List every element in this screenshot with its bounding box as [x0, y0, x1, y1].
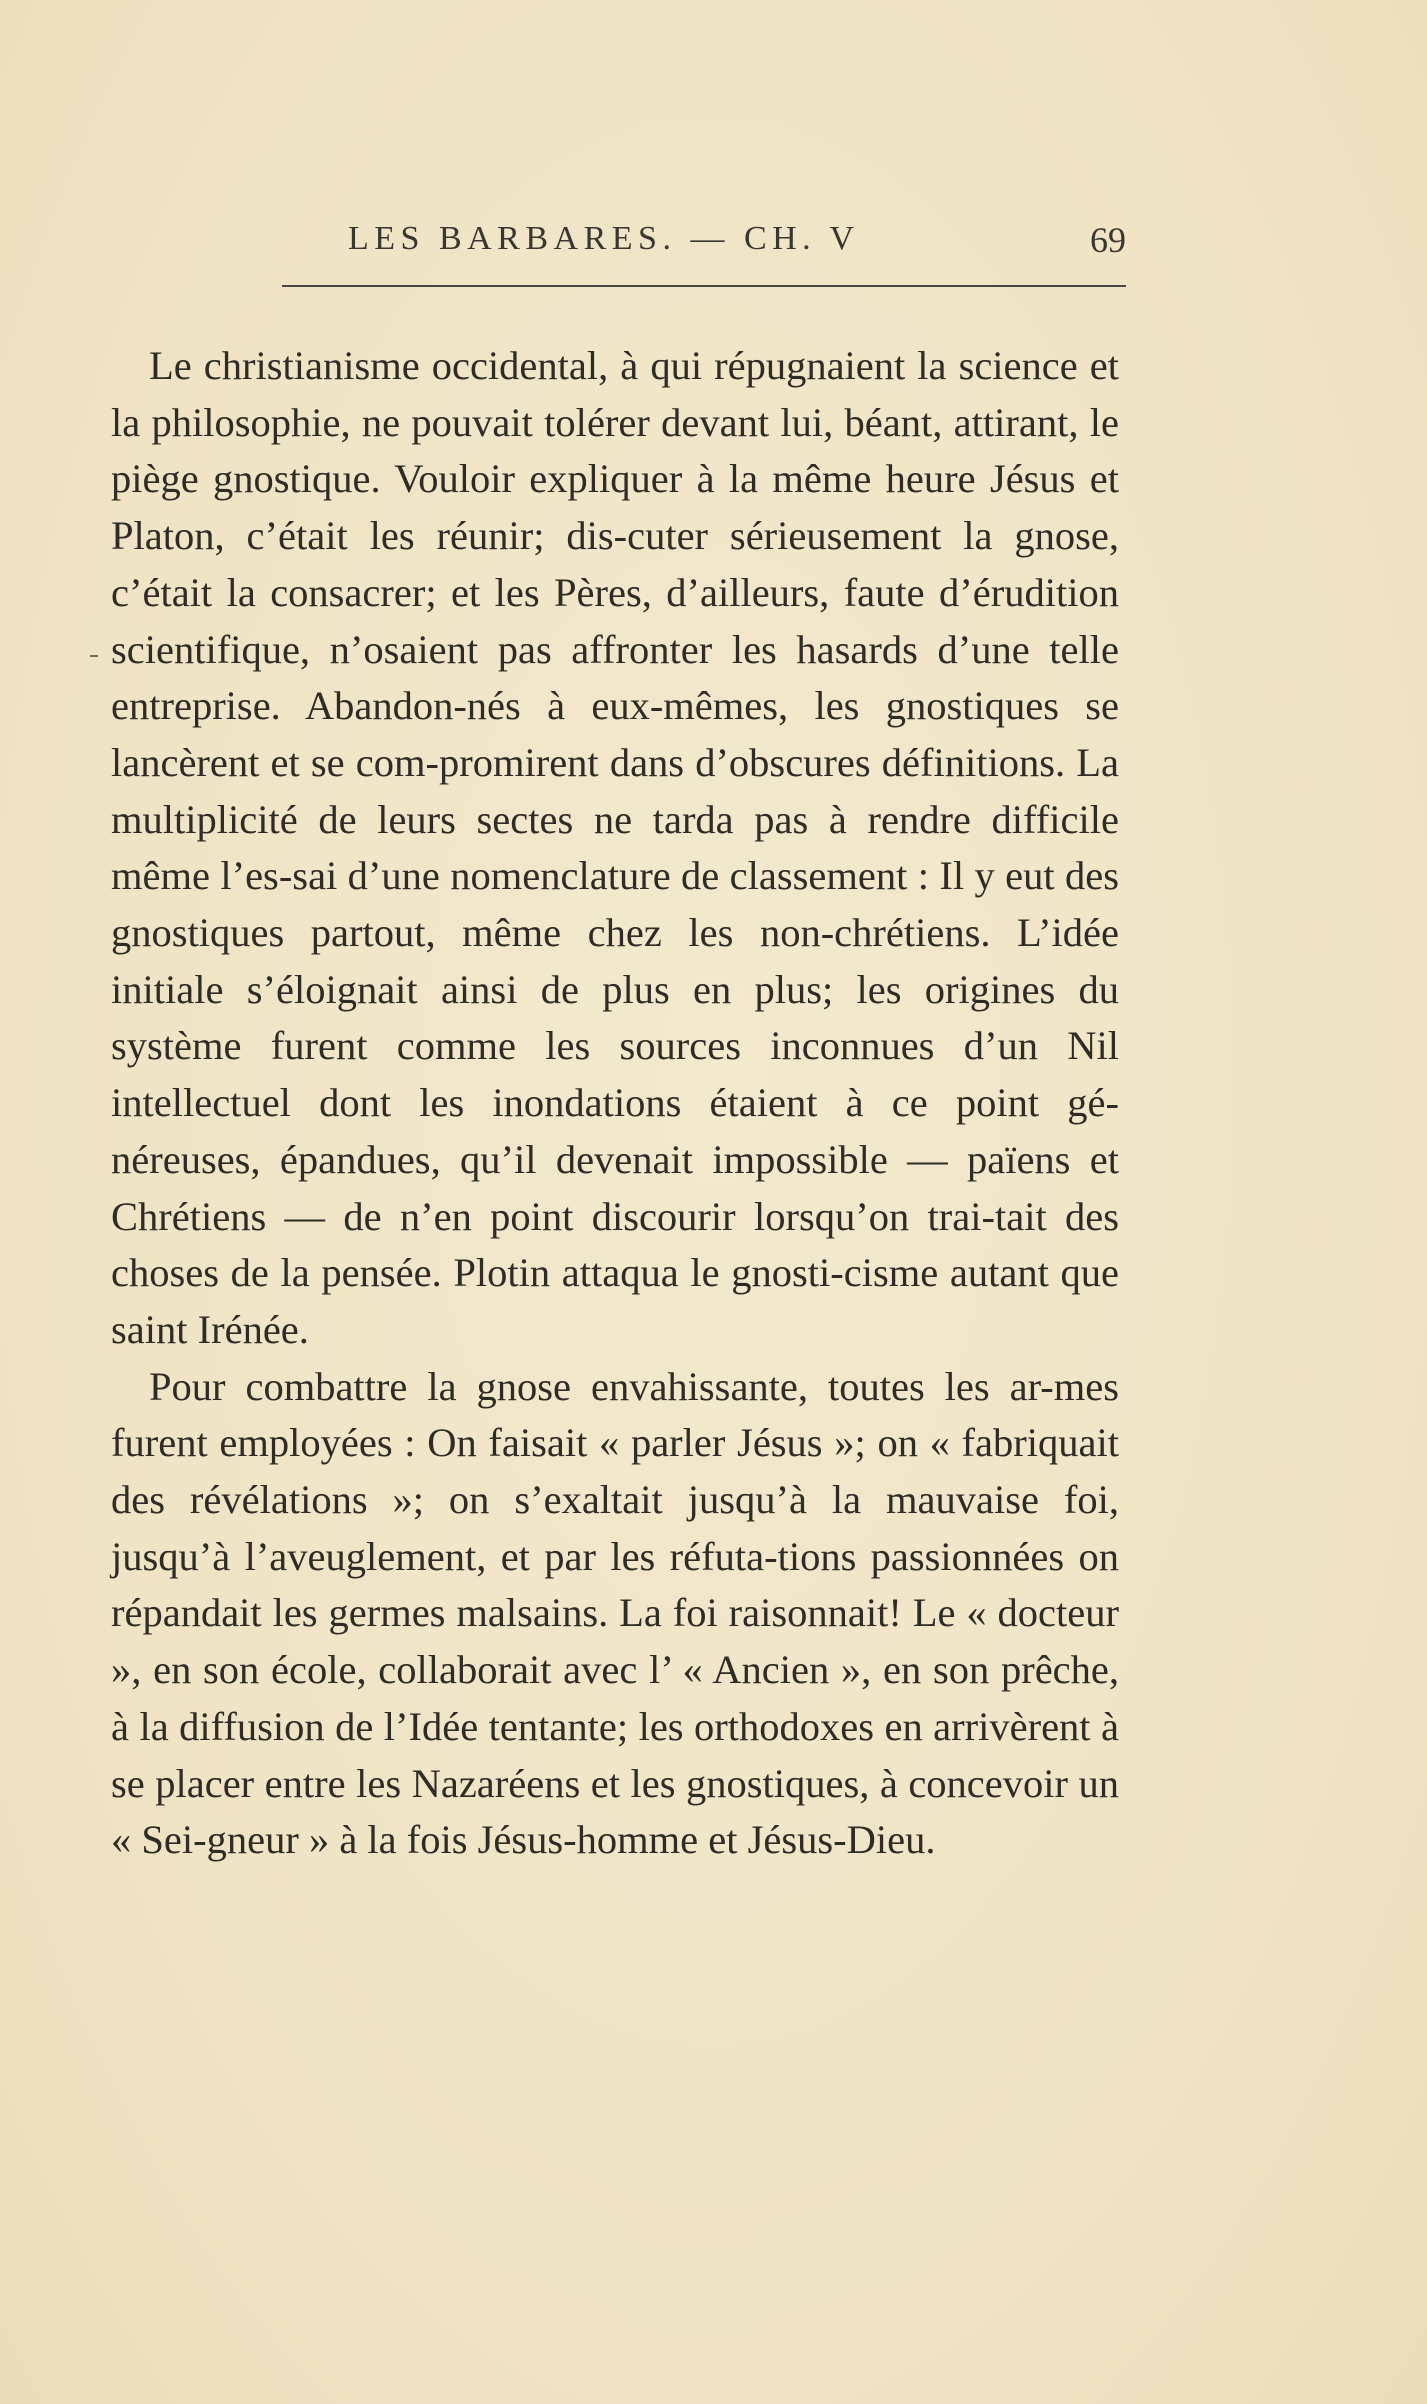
running-title: LES BARBARES. — CH. V: [348, 220, 860, 257]
margin-mark: [90, 655, 98, 657]
header-rule: [282, 285, 1126, 287]
paragraph-1: Le christianisme occidental, à qui répugnaient la science et la philosophie, ne pouvait tolérer devant lui, béant, attirant, le piège gnostique. Vouloir expliquer à la même heure Jésus et Platon, c’était les réunir; dis-cuter sérieusement la gnose, c’était la consacrer; et les Pères, d’ailleurs, faute d’érudition scientifique, n’osaient pas affronter les hasards d’une telle entreprise. Abandon-nés à eux-mêmes, les gnostiques se lancèrent et se com-promirent dans d’obscures définitions. La multiplicité de leurs sectes ne tarda pas à rendre difficile même l’es-sai d’une nomenclature de classement : Il y eut des gnostiques partout, même chez les non-chrétiens. L’idée initiale s’éloignait ainsi de plus en plus; les origines du système furent comme les sources inconnues d’un Nil intellectuel dont les inondations étaient à ce point gé-néreuses, épandues, qu’il devenait impossible — païens et Chrétiens — de n’en point discourir lorsqu’on trai-tait des choses de la pensée. Plotin attaqua le gnosti-cisme autant que saint Irénée.: [111, 343, 1119, 1352]
page-header: [282, 214, 1126, 274]
page-number: 69: [1090, 220, 1126, 260]
paragraph-2: Pour combattre la gnose envahissante, toutes les ar-mes furent employées : On faisait « parler Jésus »; on « fabriquait des révélations »; on s’exaltait jusqu’à la mauvaise foi, jusqu’à l’aveuglement, et par les réfuta-tions passionnées on répandait les germes malsains. La foi raisonnait! Le « docteur », en son école, collaborait avec l’ « Ancien », en son prêche, à la diffusion de l’Idée tentante; les orthodoxes en arrivèrent à se placer entre les Nazaréens et les gnostiques, à concevoir un « Sei-gneur » à la fois Jésus-homme et Jésus-Dieu.: [111, 1363, 1119, 1863]
body-text: [111, 338, 1119, 1869]
